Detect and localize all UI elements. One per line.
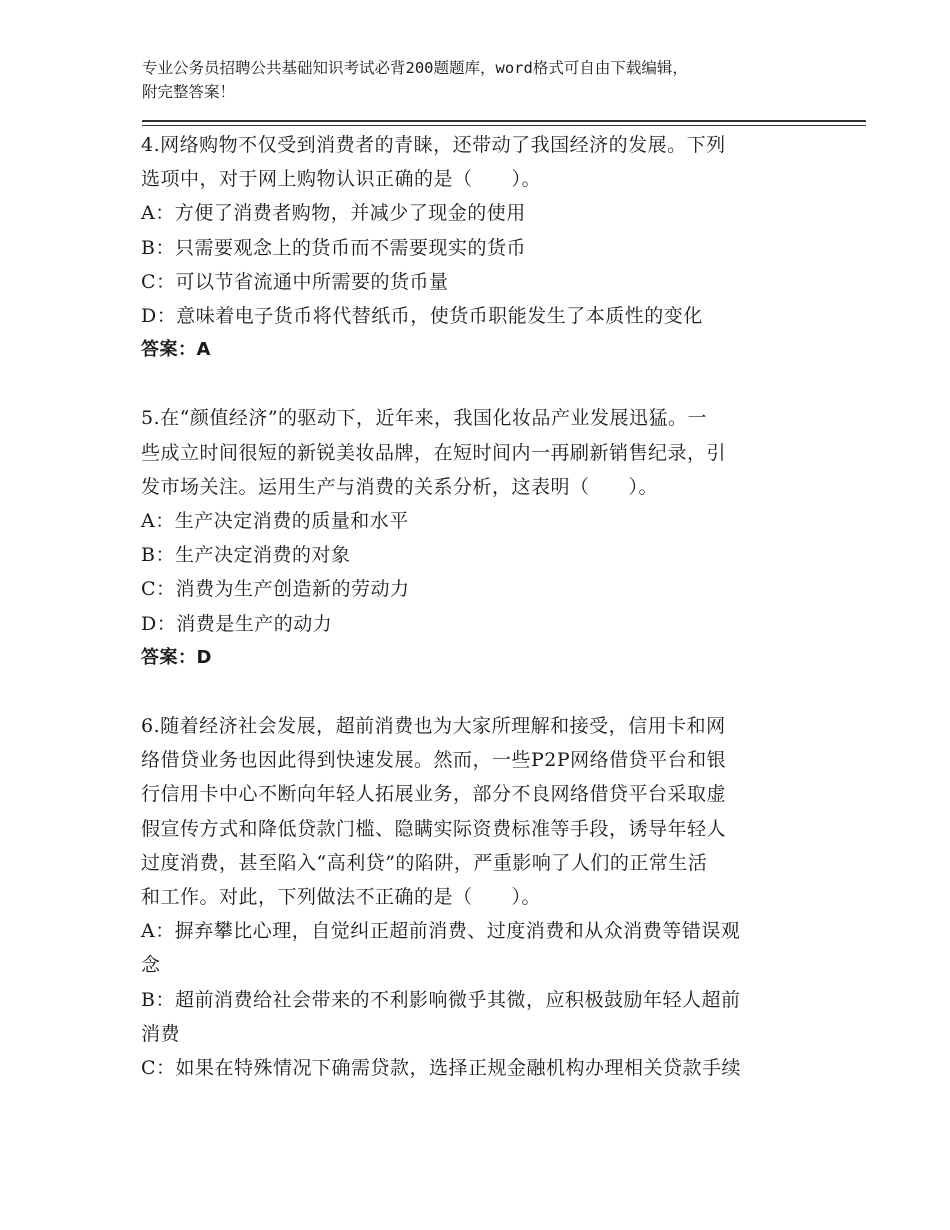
question-stem-line: 和工作。对此，下列做法不正确的是（ ）。	[141, 886, 542, 909]
option-line: 念	[141, 954, 161, 977]
question-gap	[141, 675, 811, 709]
header-line-1: 专业公务员招聘公共基础知识考试必背200题题库，word格式可自由下载编辑，	[142, 59, 688, 77]
question-stem-line: 发市场关注。运用生产与消费的关系分析，这表明（ ）。	[141, 475, 659, 498]
question-stem-line: 4.网络购物不仅受到消费者的青睐，还带动了我国经济的发展。下列	[141, 134, 726, 156]
header-rule-thin	[142, 125, 866, 126]
answer-label: 答案：D	[141, 646, 212, 668]
question-list	[141, 128, 811, 1085]
option-line: B：超前消费给社会带来的不利影响微乎其微，应积极鼓励年轻人超前	[141, 988, 741, 1011]
header-rule-thick	[142, 120, 866, 122]
question-stem-line: 5.在“颜值经济”的驱动下，近年来，我国化妆品产业发展迅猛。一	[141, 407, 708, 430]
option-line: B：生产决定消费的对象	[141, 544, 351, 567]
question-block	[141, 128, 811, 367]
question-stem-line: 络借贷业务也因此得到快速发展。然而，一些P2P网络借贷平台和银	[141, 749, 727, 772]
option-line: A：摒弃攀比心理，自觉纠正超前消费、过度消费和从众消费等错误观	[141, 920, 741, 943]
question-block	[141, 709, 811, 1085]
question-stem-line: 假宣传方式和降低贷款门槛、隐瞒实际资费标准等手段，诱导年轻人	[141, 817, 727, 840]
document-header	[142, 56, 842, 104]
option-line: 消费	[141, 1022, 181, 1045]
question-stem-line: 过度消费，甚至陷入“高利贷”的陷阱，严重影响了人们的正常生活	[141, 851, 708, 874]
option-line: C：可以节省流通中所需要的货币量	[141, 270, 449, 293]
question-stem-line: 些成立时间很短的新锐美妆品牌，在短时间内一再刷新销售纪录，引	[141, 441, 727, 464]
option-line: C：如果在特殊情况下确需贷款，选择正规金融机构办理相关贷款手续	[141, 1057, 742, 1080]
option-line: B：只需要观念上的货币而不需要现实的货币	[141, 236, 526, 259]
question-gap	[141, 367, 811, 401]
question-stem-line: 行信用卡中心不断向年轻人拓展业务，部分不良网络借贷平台采取虚	[141, 783, 727, 806]
option-line: A：方便了消费者购物，并减少了现金的使用	[141, 202, 526, 225]
option-line: D：消费是生产的动力	[141, 612, 333, 635]
question-block	[141, 401, 811, 675]
answer-label: 答案：A	[141, 339, 211, 361]
option-line: D：意味着电子货币将代替纸币，使货币职能发生了本质性的变化	[141, 305, 703, 328]
question-stem-line: 6.随着经济社会发展，超前消费也为大家所理解和接受，信用卡和网	[141, 715, 726, 738]
option-line: A：生产决定消费的质量和水平	[141, 510, 409, 533]
option-line: C：消费为生产创造新的劳动力	[141, 578, 410, 601]
header-line-2: 附完整答案！	[142, 83, 236, 101]
question-stem-line: 选项中，对于网上购物认识正确的是（ ）。	[141, 168, 542, 191]
